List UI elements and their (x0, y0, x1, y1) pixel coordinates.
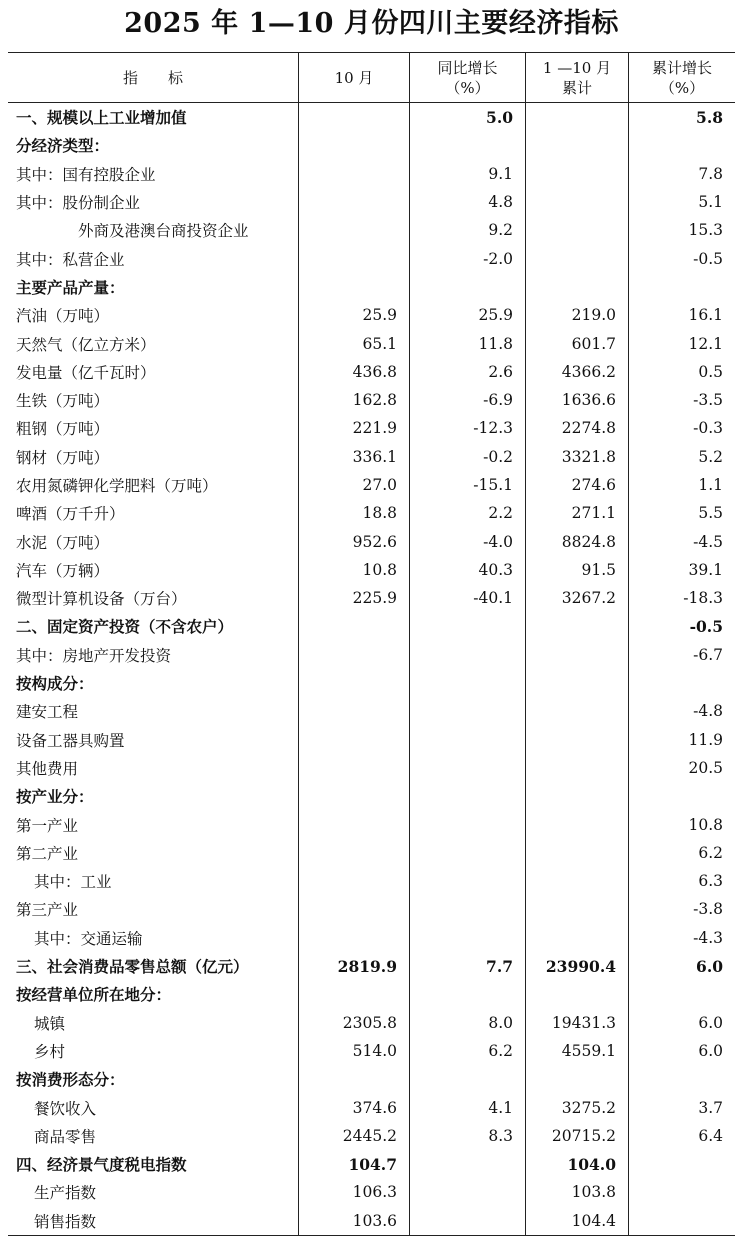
row-indicator-name: 分经济类型： (16, 136, 110, 156)
header-yoy-line2: （%） (445, 78, 490, 97)
row-cum-value: 11.9 (628, 726, 735, 754)
row-indicator-name: 商品零售 (34, 1127, 97, 1146)
row-yoy-value: 4.1 (409, 1093, 525, 1121)
table-row (8, 443, 735, 471)
row-yoy-value (409, 980, 525, 1008)
page-title: 2025 年 1—10 月份四川主要经济指标 (124, 8, 619, 39)
header-indicator-label: 指 标 (122, 68, 183, 87)
row-ytd-value (525, 216, 628, 244)
row-oct-value (298, 839, 409, 867)
row-cum-value: -4.3 (628, 924, 735, 952)
row-ytd-value (525, 810, 628, 838)
table-row (8, 1065, 735, 1093)
row-oct-value: 2819.9 (298, 952, 409, 980)
row-oct-value: 221.9 (298, 414, 409, 442)
row-oct-value: 65.1 (298, 329, 409, 357)
row-ytd-value (525, 188, 628, 216)
row-cum-value: 10.8 (628, 810, 735, 838)
row-oct-value (298, 924, 409, 952)
table-row (8, 499, 735, 527)
row-indicator-name: 销售指数 (34, 1212, 97, 1231)
row-yoy-value: -40.1 (409, 584, 525, 612)
row-ytd-value: 104.0 (525, 1150, 628, 1178)
row-oct-value: 436.8 (298, 358, 409, 386)
table-row (8, 273, 735, 301)
row-oct-value: 106.3 (298, 1178, 409, 1206)
row-indicator-name: 设备工器具购置 (16, 731, 125, 750)
row-cum-value: 12.1 (628, 329, 735, 357)
table-row (8, 386, 735, 414)
header-cum-line1: 累计增长 (651, 58, 712, 77)
table-row (8, 1150, 735, 1178)
row-indicator-name: 主要产品产量： (16, 277, 125, 297)
row-oct-value: 374.6 (298, 1093, 409, 1121)
header-yoy-line1: 同比增长 (437, 58, 498, 77)
row-ytd-value (525, 697, 628, 725)
row-yoy-value (409, 810, 525, 838)
header-yoy (409, 53, 525, 102)
row-oct-value: 10.8 (298, 556, 409, 584)
row-ytd-value: 91.5 (525, 556, 628, 584)
row-ytd-value: 219.0 (525, 301, 628, 329)
row-cum-value: -3.5 (628, 386, 735, 414)
row-cum-value: 3.7 (628, 1093, 735, 1121)
row-yoy-value: 25.9 (409, 301, 525, 329)
row-indicator-name: 餐饮收入 (34, 1099, 97, 1118)
row-cum-value: -3.8 (628, 895, 735, 923)
row-cum-value: -0.5 (628, 612, 735, 640)
row-yoy-value (409, 641, 525, 669)
row-oct-value: 25.9 (298, 301, 409, 329)
row-yoy-value: 6.2 (409, 1037, 525, 1065)
row-ytd-value: 601.7 (525, 329, 628, 357)
header-ytd (525, 53, 628, 102)
row-oct-value (298, 895, 409, 923)
row-indicator-name: 粗钢（万吨） (16, 420, 110, 439)
table-row (8, 1207, 735, 1235)
row-indicator-name: 外商及港澳台商投资企业 (78, 222, 249, 241)
row-ytd-value (525, 160, 628, 188)
row-yoy-value: 11.8 (409, 329, 525, 357)
row-ytd-value: 4559.1 (525, 1037, 628, 1065)
row-indicator-name: 生产指数 (34, 1184, 97, 1203)
row-indicator-name: 城镇 (34, 1014, 66, 1033)
row-indicator-name: 天然气（亿立方米） (16, 335, 156, 354)
row-yoy-value: 2.6 (409, 358, 525, 386)
table-row (8, 329, 735, 357)
row-ytd-value: 274.6 (525, 471, 628, 499)
row-oct-value (298, 726, 409, 754)
row-indicator-name: 其中：股份制企业 (16, 194, 141, 213)
row-oct-value (298, 216, 409, 244)
row-ytd-value: 104.4 (525, 1207, 628, 1235)
table-row (8, 980, 735, 1008)
table-row (8, 1037, 735, 1065)
row-cum-value: -0.5 (628, 244, 735, 272)
row-oct-value: 2445.2 (298, 1122, 409, 1150)
row-yoy-value (409, 839, 525, 867)
row-yoy-value (409, 669, 525, 697)
table-row (8, 556, 735, 584)
row-oct-value: 18.8 (298, 499, 409, 527)
header-indicator (8, 53, 298, 102)
row-cum-value (628, 782, 735, 810)
row-ytd-value (525, 612, 628, 640)
table-row (8, 584, 735, 612)
row-ytd-value: 23990.4 (525, 952, 628, 980)
row-cum-value: 15.3 (628, 216, 735, 244)
row-indicator-name: 其中：交通运输 (34, 929, 143, 948)
table-row (8, 952, 735, 980)
table-row (8, 414, 735, 442)
row-oct-value: 27.0 (298, 471, 409, 499)
row-oct-value (298, 1065, 409, 1093)
row-indicator-name: 钢材（万吨） (16, 448, 110, 467)
row-cum-value: 5.1 (628, 188, 735, 216)
row-indicator-name: 乡村 (34, 1042, 66, 1061)
row-cum-value (628, 980, 735, 1008)
row-yoy-value (409, 754, 525, 782)
row-yoy-value (409, 612, 525, 640)
row-oct-value (298, 754, 409, 782)
header-oct (298, 53, 409, 102)
row-cum-value: -4.8 (628, 697, 735, 725)
row-ytd-value (525, 103, 628, 131)
row-yoy-value: 8.3 (409, 1122, 525, 1150)
row-yoy-value (409, 1150, 525, 1178)
row-indicator-name: 按构成分： (16, 674, 94, 694)
row-ytd-value: 3267.2 (525, 584, 628, 612)
row-ytd-value (525, 980, 628, 1008)
row-cum-value: 6.0 (628, 1009, 735, 1037)
row-yoy-value: -12.3 (409, 414, 525, 442)
header-ytd-line2: 累计 (561, 78, 592, 97)
row-ytd-value (525, 754, 628, 782)
row-yoy-value: 5.0 (409, 103, 525, 131)
table-row (8, 924, 735, 952)
row-oct-value (298, 131, 409, 159)
row-cum-value: 6.0 (628, 952, 735, 980)
row-yoy-value (409, 726, 525, 754)
row-cum-value (628, 1150, 735, 1178)
table-row (8, 697, 735, 725)
row-cum-value: 6.0 (628, 1037, 735, 1065)
row-cum-value: 39.1 (628, 556, 735, 584)
row-indicator-name: 按经营单位所在地分： (16, 985, 172, 1005)
header-ytd-line1: 1 —10 月 (542, 58, 612, 77)
table-body (8, 103, 735, 1235)
table-row (8, 669, 735, 697)
row-ytd-value: 103.8 (525, 1178, 628, 1206)
row-oct-value (298, 867, 409, 895)
table-row (8, 810, 735, 838)
row-yoy-value: 2.2 (409, 499, 525, 527)
row-yoy-value (409, 867, 525, 895)
row-cum-value: -0.3 (628, 414, 735, 442)
row-indicator-name: 其中：工业 (34, 873, 112, 892)
table-header (8, 53, 735, 103)
row-oct-value: 104.7 (298, 1150, 409, 1178)
row-yoy-value (409, 1065, 525, 1093)
row-indicator-name: 一、规模以上工业增加值 (16, 108, 187, 128)
row-cum-value: 20.5 (628, 754, 735, 782)
table-row (8, 188, 735, 216)
row-indicator-name: 啤酒（万千升） (16, 505, 125, 524)
table-row (8, 301, 735, 329)
header-cum-line2: （%） (659, 78, 705, 97)
table-row (8, 1122, 735, 1150)
row-indicator-name: 建安工程 (16, 703, 79, 722)
row-yoy-value (409, 697, 525, 725)
table-row (8, 867, 735, 895)
row-indicator-name: 发电量（亿千瓦时） (16, 363, 156, 382)
row-indicator-name: 农用氮磷钾化学肥料（万吨） (16, 477, 218, 495)
row-oct-value (298, 697, 409, 725)
table-row (8, 641, 735, 669)
row-cum-value: 6.4 (628, 1122, 735, 1150)
row-indicator-name: 其中：国有控股企业 (16, 165, 156, 184)
row-ytd-value: 4366.2 (525, 358, 628, 386)
row-ytd-value (525, 895, 628, 923)
row-oct-value (298, 244, 409, 272)
row-ytd-value: 20715.2 (525, 1122, 628, 1150)
row-oct-value: 103.6 (298, 1207, 409, 1235)
row-ytd-value (525, 839, 628, 867)
row-yoy-value: 9.1 (409, 160, 525, 188)
row-oct-value (298, 160, 409, 188)
row-yoy-value (409, 1207, 525, 1235)
row-cum-value: -6.7 (628, 641, 735, 669)
row-cum-value: -4.5 (628, 527, 735, 555)
row-cum-value: 5.8 (628, 103, 735, 131)
row-indicator-name: 三、社会消费品零售总额（亿元） (16, 957, 249, 977)
row-cum-value (628, 1207, 735, 1235)
row-cum-value: 6.2 (628, 839, 735, 867)
row-ytd-value: 3275.2 (525, 1093, 628, 1121)
row-yoy-value (409, 131, 525, 159)
row-cum-value (628, 1065, 735, 1093)
table-row (8, 527, 735, 555)
row-oct-value (298, 641, 409, 669)
row-indicator-name: 其他费用 (16, 759, 79, 778)
row-cum-value (628, 1178, 735, 1206)
row-yoy-value: -2.0 (409, 244, 525, 272)
row-oct-value (298, 669, 409, 697)
row-yoy-value (409, 782, 525, 810)
row-ytd-value (525, 726, 628, 754)
row-yoy-value: 40.3 (409, 556, 525, 584)
row-yoy-value (409, 273, 525, 301)
row-oct-value (298, 980, 409, 1008)
row-cum-value: -18.3 (628, 584, 735, 612)
table-row (8, 1009, 735, 1037)
row-cum-value: 16.1 (628, 301, 735, 329)
table-row (8, 1178, 735, 1206)
row-yoy-value (409, 1178, 525, 1206)
row-indicator-name: 水泥（万吨） (16, 533, 110, 552)
row-cum-value (628, 273, 735, 301)
row-ytd-value (525, 1065, 628, 1093)
row-indicator-name: 第一产业 (16, 816, 79, 835)
row-yoy-value (409, 895, 525, 923)
row-cum-value: 0.5 (628, 358, 735, 386)
header-cum (628, 53, 735, 102)
table-row (8, 726, 735, 754)
row-cum-value: 1.1 (628, 471, 735, 499)
table-row (8, 895, 735, 923)
table-row (8, 131, 735, 159)
table-row (8, 358, 735, 386)
row-yoy-value: -0.2 (409, 443, 525, 471)
row-indicator-name: 第三产业 (16, 901, 79, 920)
row-oct-value (298, 612, 409, 640)
row-oct-value: 225.9 (298, 584, 409, 612)
row-oct-value: 952.6 (298, 527, 409, 555)
row-ytd-value (525, 641, 628, 669)
row-ytd-value: 271.1 (525, 499, 628, 527)
row-indicator-name: 微型计算机设备（万台） (16, 590, 187, 609)
header-oct-label: 10 月 (334, 68, 374, 87)
row-oct-value (298, 103, 409, 131)
table-row (8, 103, 735, 131)
row-indicator-name: 汽油（万吨） (16, 307, 110, 326)
row-oct-value (298, 810, 409, 838)
row-yoy-value: 4.8 (409, 188, 525, 216)
row-indicator-name: 其中：私营企业 (16, 250, 125, 269)
table-row (8, 754, 735, 782)
row-ytd-value (525, 244, 628, 272)
table-row (8, 1093, 735, 1121)
row-ytd-value (525, 924, 628, 952)
row-cum-value: 6.3 (628, 867, 735, 895)
row-oct-value (298, 273, 409, 301)
row-ytd-value (525, 131, 628, 159)
row-oct-value: 336.1 (298, 443, 409, 471)
table-row (8, 839, 735, 867)
row-oct-value: 514.0 (298, 1037, 409, 1065)
row-ytd-value: 2274.8 (525, 414, 628, 442)
row-cum-value: 5.2 (628, 443, 735, 471)
row-ytd-value: 1636.6 (525, 386, 628, 414)
row-cum-value (628, 669, 735, 697)
row-indicator-name: 四、经济景气度税电指数 (16, 1155, 187, 1175)
row-yoy-value: 7.7 (409, 952, 525, 980)
row-indicator-name: 按产业分： (16, 787, 94, 807)
row-ytd-value (525, 273, 628, 301)
row-ytd-value (525, 867, 628, 895)
table-row (8, 216, 735, 244)
table-row (8, 782, 735, 810)
row-yoy-value: -4.0 (409, 527, 525, 555)
row-oct-value: 2305.8 (298, 1009, 409, 1037)
row-ytd-value (525, 669, 628, 697)
row-yoy-value: -15.1 (409, 471, 525, 499)
row-cum-value: 7.8 (628, 160, 735, 188)
row-indicator-name: 第二产业 (16, 844, 79, 863)
row-yoy-value: -6.9 (409, 386, 525, 414)
row-indicator-name: 生铁（万吨） (16, 392, 110, 411)
row-indicator-name: 二、固定资产投资（不含农户） (16, 617, 234, 637)
table-row (8, 244, 735, 272)
row-yoy-value: 9.2 (409, 216, 525, 244)
row-yoy-value (409, 924, 525, 952)
row-ytd-value: 3321.8 (525, 443, 628, 471)
row-oct-value (298, 782, 409, 810)
table-row (8, 612, 735, 640)
row-indicator-name: 汽车（万辆） (16, 561, 110, 580)
row-oct-value (298, 188, 409, 216)
row-cum-value: 5.5 (628, 499, 735, 527)
row-indicator-name: 按消费形态分： (16, 1070, 125, 1090)
row-ytd-value (525, 782, 628, 810)
row-ytd-value: 8824.8 (525, 527, 628, 555)
table-row (8, 471, 735, 499)
row-yoy-value: 8.0 (409, 1009, 525, 1037)
indicator-table (8, 52, 735, 1236)
table-row (8, 160, 735, 188)
row-ytd-value: 19431.3 (525, 1009, 628, 1037)
row-indicator-name: 其中：房地产开发投资 (16, 646, 172, 665)
row-cum-value (628, 131, 735, 159)
row-oct-value: 162.8 (298, 386, 409, 414)
